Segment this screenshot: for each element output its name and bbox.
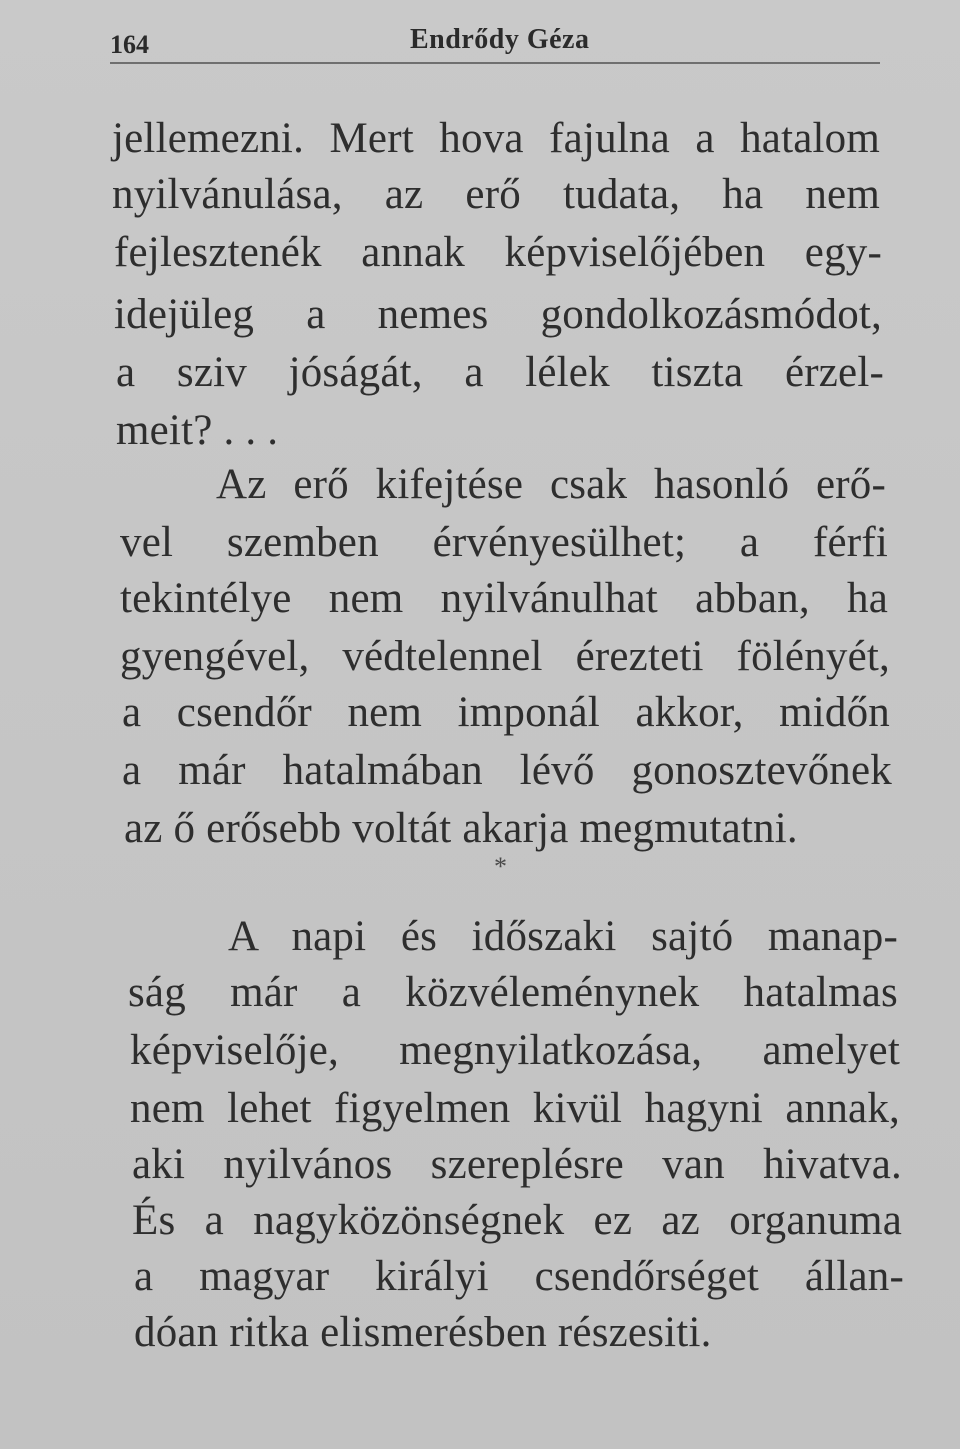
text-line: ság már a közvéleménynek hatalmas <box>128 969 898 1016</box>
text-line: nem lehet figyelmen kivül hagyni annak, <box>130 1085 900 1132</box>
text-line: idejüleg a nemes gondolkozásmódot, <box>114 291 882 338</box>
text-line: a csendőr nem imponál akkor, midőn <box>122 689 890 736</box>
text-line: aki nyilvános szereplésre van hivatva. <box>132 1141 902 1188</box>
text-line: képviselője, megnyilatkozása, amelyet <box>130 1027 900 1074</box>
text-line: vel szemben érvényesülhet; a férfi <box>120 519 888 566</box>
text-line: A napi és időszaki sajtó manap- <box>228 913 898 960</box>
page-number: 164 <box>110 30 149 59</box>
text-line: tekintélye nem nyilvánulhat abban, ha <box>120 575 888 622</box>
text-line: a sziv jóságát, a lélek tiszta érzel- <box>116 349 884 396</box>
text-line: meit? . . . <box>116 407 279 454</box>
text-line: fejlesztenék annak képviselőjében egy- <box>114 229 882 276</box>
text-line: gyengével, védtelennel érezteti fölényét, <box>120 633 890 680</box>
text-line: nyilvánulása, az erő tudata, ha nem <box>112 171 880 218</box>
section-separator: * <box>494 852 507 881</box>
text-line: jellemezni. Mert hova fajulna a hatalom <box>112 115 880 162</box>
text-line: az ő erősebb voltát akarja megmutatni. <box>124 805 798 852</box>
text-line: És a nagyközönségnek ez az organuma <box>132 1197 902 1244</box>
text-line: Az erő kifejtése csak hasonló erő- <box>216 461 886 508</box>
text-line: a magyar királyi csendőrséget állan- <box>134 1253 904 1300</box>
text-line: a már hatalmában lévő gonosztevőnek <box>122 747 892 794</box>
text-line: dóan ritka elismerésben részesiti. <box>134 1309 712 1356</box>
running-title: Endrődy Géza <box>410 24 590 55</box>
